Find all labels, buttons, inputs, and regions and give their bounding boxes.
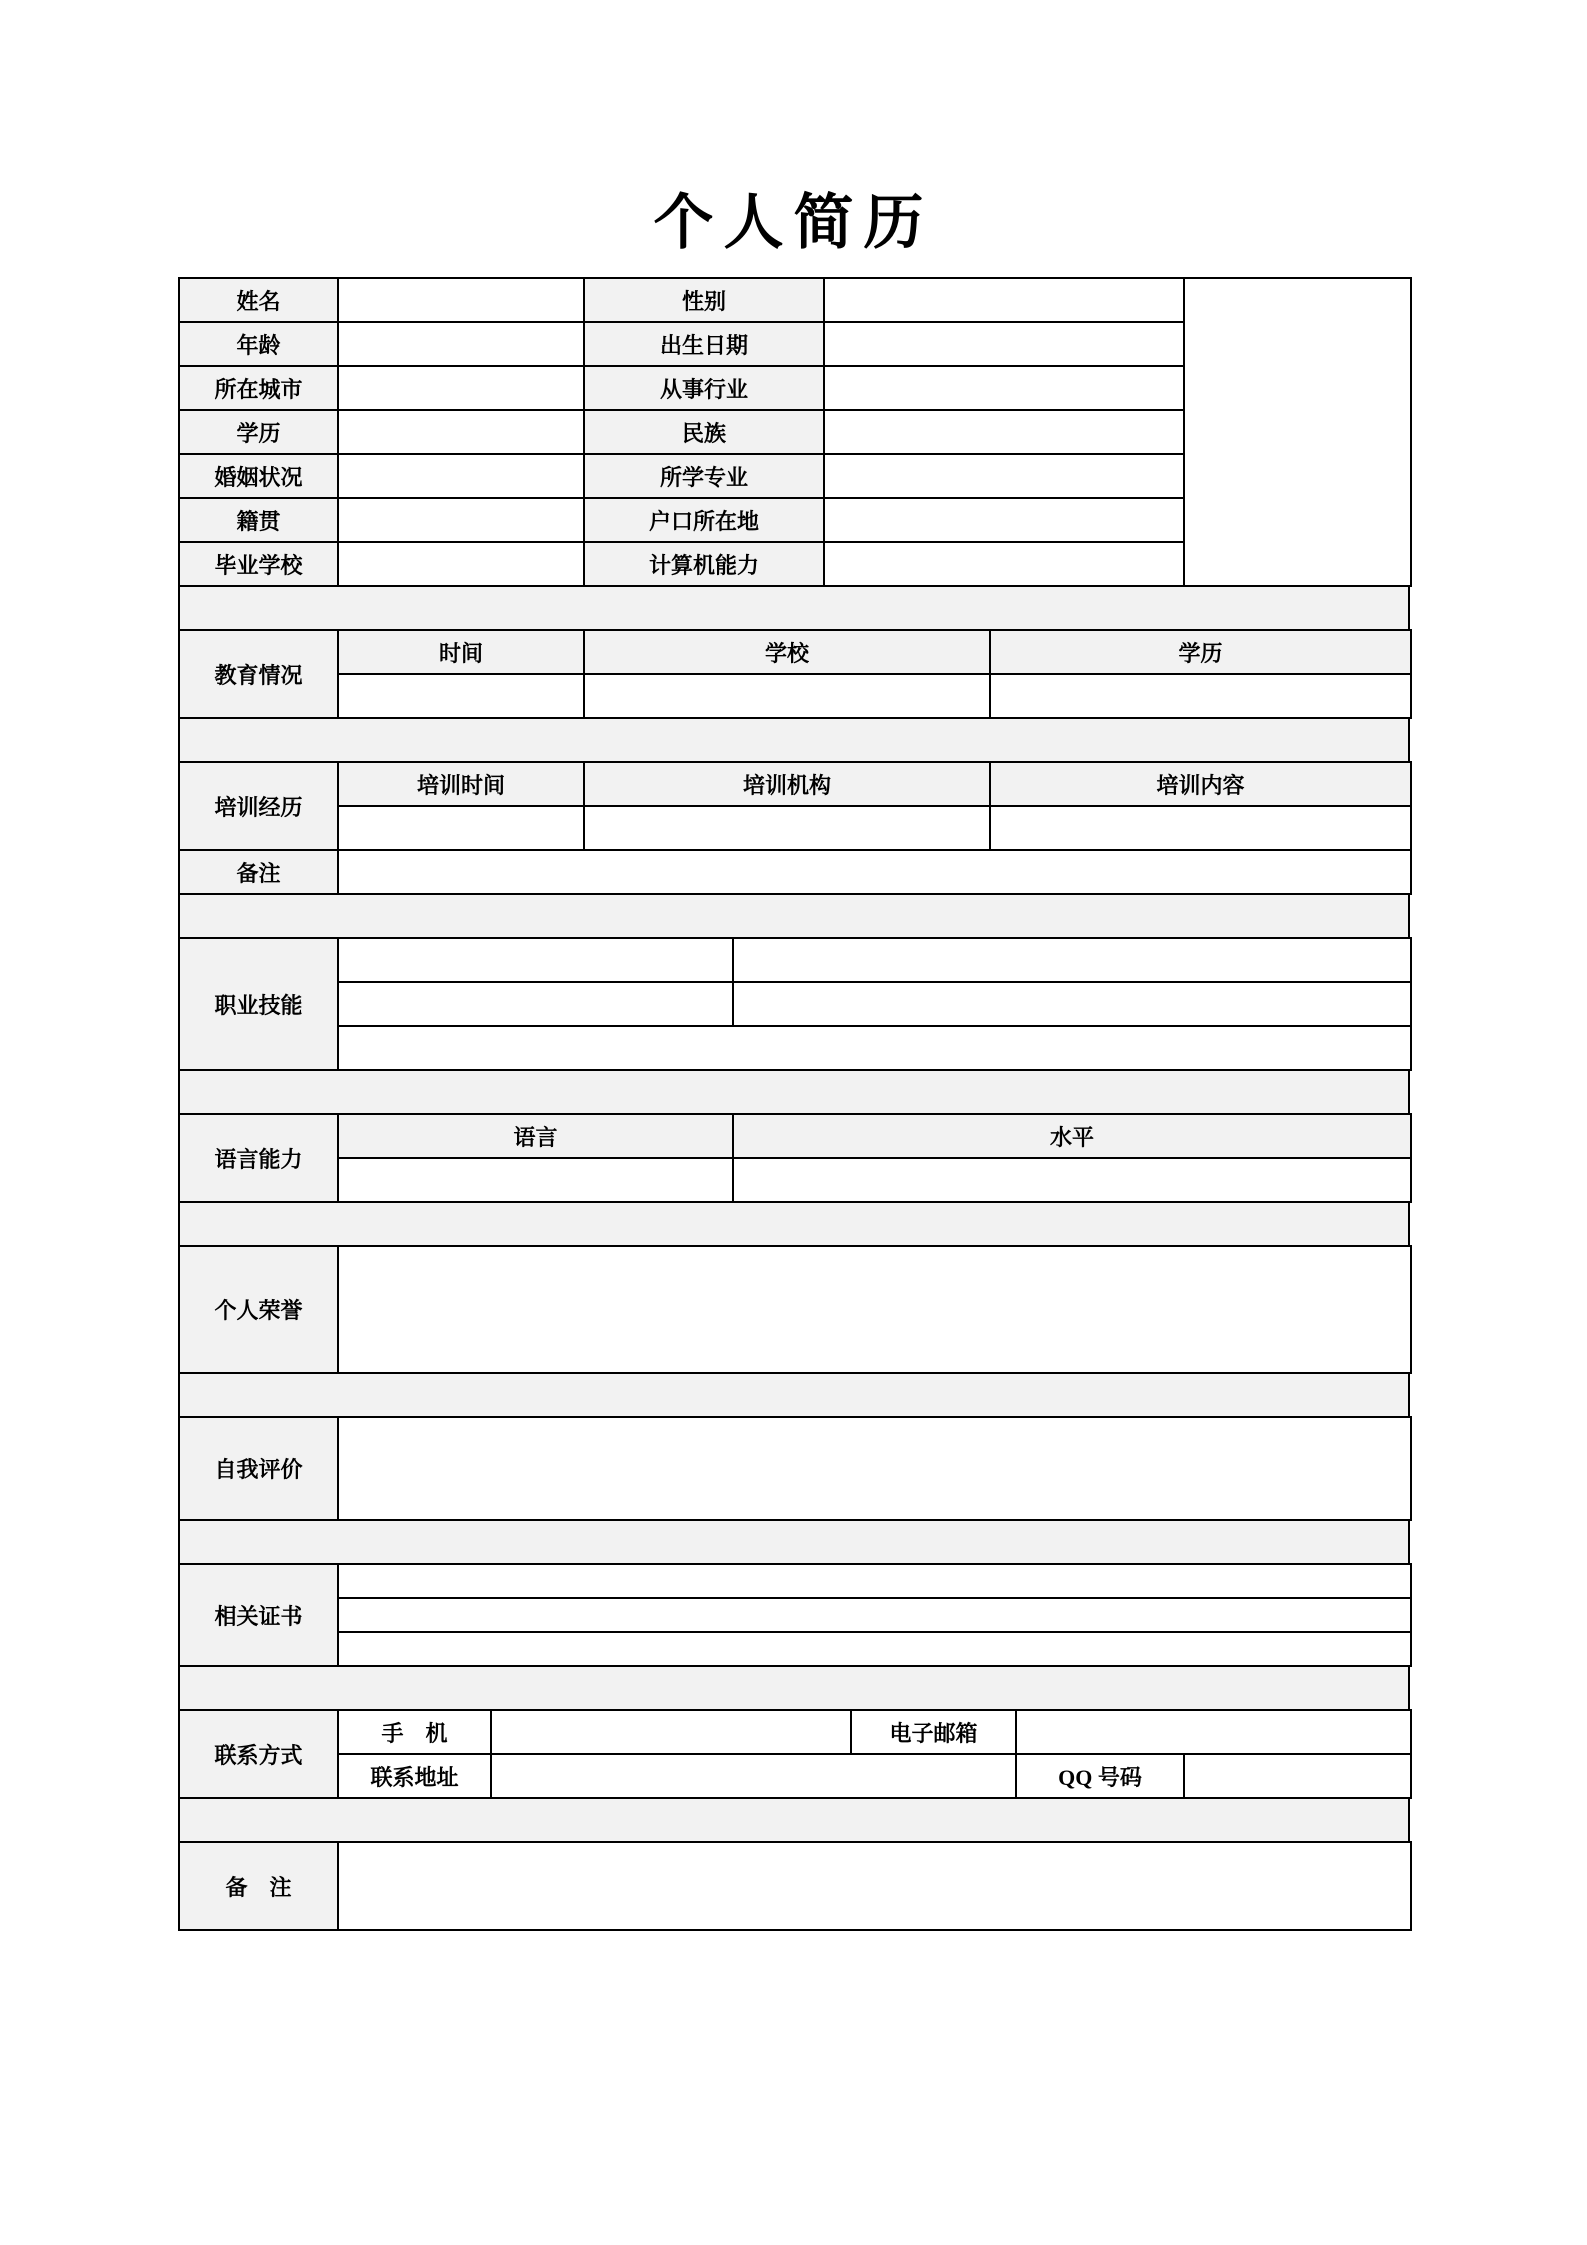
skills-table (178, 937, 1412, 1071)
qq-value-cell[interactable] (1184, 1754, 1411, 1798)
age-value-cell[interactable] (338, 322, 584, 366)
education-time-header: 时间 (338, 630, 584, 674)
honors-content-cell[interactable] (338, 1246, 1411, 1373)
ethnicity-value-cell[interactable] (824, 410, 1184, 454)
honors-table (178, 1245, 1412, 1374)
personal-info-table (178, 277, 1412, 587)
remark-section-label: 备 注 (179, 1842, 338, 1930)
training-table (178, 761, 1412, 895)
training-section-label: 培训经历 (179, 762, 338, 850)
remark-table (178, 1841, 1412, 1931)
education-school-header: 学校 (584, 630, 990, 674)
self-evaluation-section-label: 自我评价 (179, 1417, 338, 1520)
birthdate-value-cell[interactable] (824, 322, 1184, 366)
computer-skill-label: 计算机能力 (584, 542, 824, 586)
major-label: 所学专业 (584, 454, 824, 498)
certificate-cell[interactable] (338, 1632, 1411, 1666)
page-title: 个人简历 (653, 188, 934, 258)
skill-name-cell[interactable] (338, 982, 733, 1026)
school-value-cell[interactable] (338, 542, 584, 586)
separator-row (178, 895, 1410, 937)
degree-label: 学历 (179, 410, 338, 454)
native-place-label: 籍贯 (179, 498, 338, 542)
marital-status-value-cell[interactable] (338, 454, 584, 498)
email-label: 电子邮箱 (851, 1710, 1016, 1754)
separator-row (178, 1521, 1410, 1563)
industry-value-cell[interactable] (824, 366, 1184, 410)
native-place-value-cell[interactable] (338, 498, 584, 542)
ethnicity-label: 民族 (584, 410, 824, 454)
contact-section-label: 联系方式 (179, 1710, 338, 1798)
education-time-cell[interactable] (338, 674, 584, 718)
mobile-label: 手 机 (338, 1710, 491, 1754)
household-value-cell[interactable] (824, 498, 1184, 542)
separator-row (178, 1799, 1410, 1841)
photo-cell[interactable] (1184, 278, 1411, 586)
training-time-header: 培训时间 (338, 762, 584, 806)
school-label: 毕业学校 (179, 542, 338, 586)
separator-row (178, 587, 1410, 629)
skill-extra-cell[interactable] (338, 1026, 1411, 1070)
education-degree-header: 学历 (990, 630, 1411, 674)
honors-section-label: 个人荣誉 (179, 1246, 338, 1373)
gender-value-cell[interactable] (824, 278, 1184, 322)
language-level-cell[interactable] (733, 1158, 1411, 1202)
education-school-cell[interactable] (584, 674, 990, 718)
email-value-cell[interactable] (1016, 1710, 1411, 1754)
training-org-header: 培训机构 (584, 762, 990, 806)
contact-table (178, 1709, 1412, 1799)
mobile-value-cell[interactable] (491, 1710, 851, 1754)
major-value-cell[interactable] (824, 454, 1184, 498)
separator-row (178, 1203, 1410, 1245)
certificates-table (178, 1563, 1412, 1667)
age-label: 年龄 (179, 322, 338, 366)
computer-skill-value-cell[interactable] (824, 542, 1184, 586)
city-value-cell[interactable] (338, 366, 584, 410)
language-name-header: 语言 (338, 1114, 733, 1158)
separator-row (178, 719, 1410, 761)
certificate-cell[interactable] (338, 1564, 1411, 1598)
training-org-cell[interactable] (584, 806, 990, 850)
gender-label: 性别 (584, 278, 824, 322)
certificate-cell[interactable] (338, 1598, 1411, 1632)
education-table (178, 629, 1412, 719)
qq-label: QQ 号码 (1016, 1754, 1184, 1798)
language-section-label: 语言能力 (179, 1114, 338, 1202)
resume-form (178, 277, 1410, 1931)
skill-name-cell[interactable] (338, 938, 733, 982)
education-section-label: 教育情况 (179, 630, 338, 718)
language-level-header: 水平 (733, 1114, 1411, 1158)
training-note-cell[interactable] (338, 850, 1411, 894)
name-value-cell[interactable] (338, 278, 584, 322)
birthdate-label: 出生日期 (584, 322, 824, 366)
skills-section-label: 职业技能 (179, 938, 338, 1070)
address-label: 联系地址 (338, 1754, 491, 1798)
separator-row (178, 1071, 1410, 1113)
name-label: 姓名 (179, 278, 338, 322)
skill-detail-cell[interactable] (733, 982, 1411, 1026)
industry-label: 从事行业 (584, 366, 824, 410)
skill-detail-cell[interactable] (733, 938, 1411, 982)
education-degree-cell[interactable] (990, 674, 1411, 718)
separator-row (178, 1374, 1410, 1416)
remark-content-cell[interactable] (338, 1842, 1411, 1930)
self-evaluation-content-cell[interactable] (338, 1417, 1411, 1520)
training-time-cell[interactable] (338, 806, 584, 850)
city-label: 所在城市 (179, 366, 338, 410)
training-note-label: 备注 (179, 850, 338, 894)
marital-status-label: 婚姻状况 (179, 454, 338, 498)
separator-row (178, 1667, 1410, 1709)
household-label: 户口所在地 (584, 498, 824, 542)
training-content-header: 培训内容 (990, 762, 1411, 806)
training-content-cell[interactable] (990, 806, 1411, 850)
self-evaluation-table (178, 1416, 1412, 1521)
address-value-cell[interactable] (491, 1754, 1016, 1798)
degree-value-cell[interactable] (338, 410, 584, 454)
certificates-section-label: 相关证书 (179, 1564, 338, 1666)
language-name-cell[interactable] (338, 1158, 733, 1202)
language-table (178, 1113, 1412, 1203)
